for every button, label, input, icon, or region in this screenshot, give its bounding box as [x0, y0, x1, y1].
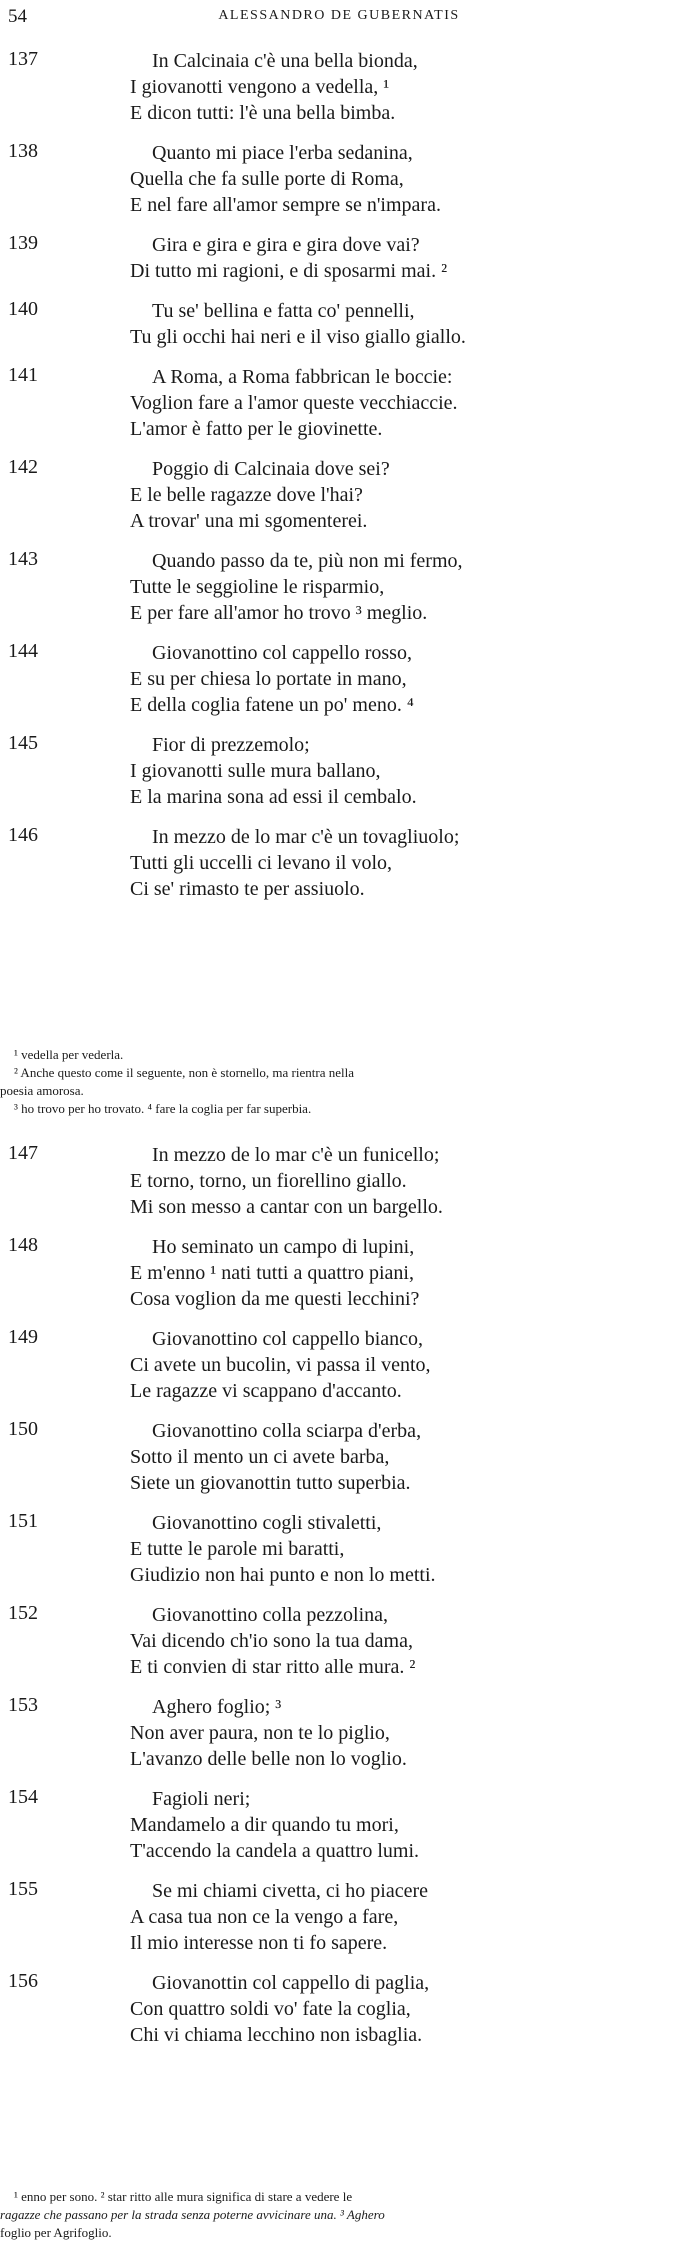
stornello — [0, 1142, 678, 1220]
stornello-number: 149 — [8, 1326, 38, 1348]
stornello — [0, 1602, 678, 1680]
stornello — [0, 1694, 678, 1772]
verse-line: E nel fare all'amor sempre se n'impara. — [130, 194, 441, 216]
verse-line: Ci avete un bucolin, vi passa il vento, — [130, 1354, 431, 1376]
verse-line: Mi son messo a cantar con un bargello. — [130, 1196, 443, 1218]
verse-line: Quando passo da te, più non mi fermo, — [152, 550, 463, 572]
footnote-line: foglio per Agrifoglio. — [0, 2225, 112, 2240]
verse-line: E m'enno ¹ nati tutti a quattro piani, — [130, 1262, 414, 1284]
footnote-line: ¹ vedella per vederla. — [14, 1047, 124, 1062]
verse-line: Quella che fa sulle porte di Roma, — [130, 168, 404, 190]
stornello-number: 144 — [8, 640, 38, 662]
stornello-number: 151 — [8, 1510, 38, 1532]
verse-line: Giovanottin col cappello di paglia, — [152, 1972, 430, 1994]
stornello-number: 147 — [8, 1142, 38, 1164]
verse-line: I giovanotti vengono a vedella, ¹ — [130, 76, 390, 98]
verse-line: Siete un giovanottin tutto superbia. — [130, 1472, 411, 1494]
verse-line: Tu gli occhi hai neri e il viso giallo giallo. — [130, 326, 466, 348]
stornello — [0, 1970, 678, 2048]
stornello-number: 152 — [8, 1602, 38, 1624]
verse-line: Giovanottino colla sciarpa d'erba, — [152, 1420, 422, 1442]
verse-line: Tutti gli uccelli ci levano il volo, — [130, 852, 393, 874]
verse-line: Tutte le seggioline le risparmio, — [130, 576, 385, 598]
verse-line: Fior di prezzemolo; — [152, 734, 310, 756]
verse-line: E torno, torno, un fiorellino giallo. — [130, 1170, 407, 1192]
verse-line: Tu se' bellina e fatta co' pennelli, — [152, 300, 415, 322]
verse-line: E tutte le parole mi baratti, — [130, 1538, 345, 1560]
footnote-line: ³ ho trovo per ho trovato. ⁴ fare la coglia per far superbia. — [14, 1101, 312, 1116]
verse-line: In mezzo de lo mar c'è un funicello; — [152, 1144, 440, 1166]
verse-line: Chi vi chiama lecchino non isbaglia. — [130, 2024, 423, 2046]
verse-line: Quanto mi piace l'erba sedanina, — [152, 142, 413, 164]
verse-line: E le belle ragazze dove l'hai? — [130, 484, 363, 506]
verse-line: Voglion fare a l'amor queste vecchiaccie. — [130, 392, 458, 414]
stornello-number: 143 — [8, 548, 38, 570]
stornello-number: 141 — [8, 364, 38, 386]
verse-line: Il mio interesse non ti fo sapere. — [130, 1932, 388, 1954]
footnotes-top — [0, 1046, 678, 1118]
stornello-number: 139 — [8, 232, 38, 254]
stornello-number: 155 — [8, 1878, 38, 1900]
page-number: 54 — [8, 6, 27, 27]
verse-line: Giovanottino cogli stivaletti, — [152, 1512, 382, 1534]
verse-line: T'accendo la candela a quattro lumi. — [130, 1840, 420, 1862]
stornello-number: 142 — [8, 456, 38, 478]
verse-line: Vai dicendo ch'io sono la tua dama, — [130, 1630, 413, 1652]
verse-line: In mezzo de lo mar c'è un tovagliuolo; — [152, 826, 460, 848]
verse-line: Giovanottino col cappello rosso, — [152, 642, 412, 664]
verse-line: Fagioli neri; — [152, 1788, 251, 1810]
footnote-line: ² Anche questo come il seguente, non è stornello, ma rientra nella — [14, 1065, 354, 1080]
stornello-number: 148 — [8, 1234, 38, 1256]
stornello-number: 153 — [8, 1694, 38, 1716]
verse-line: I giovanotti sulle mura ballano, — [130, 760, 381, 782]
verse-line: E per fare all'amor ho trovo ³ meglio. — [130, 602, 428, 624]
stornello-number: 140 — [8, 298, 38, 320]
verse-line: A Roma, a Roma fabbrican le boccie: — [152, 366, 453, 388]
footnote-line: poesia amorosa. — [0, 1083, 84, 1098]
verse-line: Di tutto mi ragioni, e di sposarmi mai. ² — [130, 260, 448, 282]
footnote-line: ¹ enno per sono. ² star ritto alle mura significa di stare a vedere le — [14, 2189, 353, 2204]
stornello — [0, 1418, 678, 1496]
verse-line: Giudizio non hai punto e non lo metti. — [130, 1564, 436, 1586]
verse-line: L'avanzo delle belle non lo voglio. — [130, 1748, 407, 1770]
verse-line: E su per chiesa lo portate in mano, — [130, 668, 407, 690]
verse-line: Giovanottino colla pezzolina, — [152, 1604, 389, 1626]
stornello-number: 156 — [8, 1970, 38, 1992]
stornello-number: 150 — [8, 1418, 38, 1440]
stornello — [0, 1326, 678, 1404]
running-title: ALESSANDRO DE GUBERNATIS — [218, 8, 460, 23]
stornello-number: 154 — [8, 1786, 38, 1808]
stornello — [0, 732, 678, 810]
verse-line: E della coglia fatene un po' meno. ⁴ — [130, 694, 414, 716]
verse-line: L'amor è fatto per le giovinette. — [130, 418, 383, 440]
stornello — [0, 140, 678, 218]
stornello-number: 138 — [8, 140, 38, 162]
verse-line: Ho seminato un campo di lupini, — [152, 1236, 415, 1258]
stornello — [0, 232, 678, 284]
verse-line: Se mi chiami civetta, ci ho piacere — [152, 1880, 428, 1902]
verse-line: E ti convien di star ritto alle mura. ² — [130, 1656, 416, 1678]
verse-line: Sotto il mento un ci avete barba, — [130, 1446, 390, 1468]
footnotes-bottom — [0, 2188, 678, 2242]
stornello — [0, 456, 678, 534]
stornello — [0, 1510, 678, 1588]
stornello — [0, 824, 678, 902]
verse-line: Giovanottino col cappello bianco, — [152, 1328, 424, 1350]
verse-line: A trovar' una mi sgomenterei. — [130, 510, 368, 532]
verse-line: A casa tua non ce la vengo a fare, — [130, 1906, 399, 1928]
verse-line: Con quattro soldi vo' fate la coglia, — [130, 1998, 411, 2020]
stornello-number: 137 — [8, 48, 38, 70]
stornello — [0, 640, 678, 718]
verse-line: Poggio di Calcinaia dove sei? — [152, 458, 390, 480]
verse-line: E la marina sona ad essi il cembalo. — [130, 786, 417, 808]
stornello — [0, 48, 678, 126]
verse-line: Ci se' rimasto te per assiuolo. — [130, 878, 365, 900]
stornello — [0, 1878, 678, 1956]
verse-line: Gira e gira e gira e gira dove vai? — [152, 234, 420, 256]
verse-line: Le ragazze vi scappano d'accanto. — [130, 1380, 402, 1402]
stornelli-list-top — [0, 48, 678, 916]
stornello — [0, 1234, 678, 1312]
page-header — [8, 6, 670, 30]
stornello — [0, 364, 678, 442]
stornello — [0, 548, 678, 626]
stornelli-list-bottom — [0, 1142, 678, 2062]
footnote-line: ragazze che passano per la strada senza poterne avvicinare una. ³ Aghero — [0, 2207, 385, 2222]
stornello — [0, 1786, 678, 1864]
verse-line: Cosa voglion da me questi lecchini? — [130, 1288, 420, 1310]
verse-line: Non aver paura, non te lo piglio, — [130, 1722, 390, 1744]
stornello-number: 145 — [8, 732, 38, 754]
verse-line: In Calcinaia c'è una bella bionda, — [152, 50, 418, 72]
verse-line: E dicon tutti: l'è una bella bimba. — [130, 102, 396, 124]
stornello-number: 146 — [8, 824, 38, 846]
verse-line: Mandamelo a dir quando tu mori, — [130, 1814, 399, 1836]
stornello — [0, 298, 678, 350]
verse-line: Aghero foglio; ³ — [152, 1696, 282, 1718]
